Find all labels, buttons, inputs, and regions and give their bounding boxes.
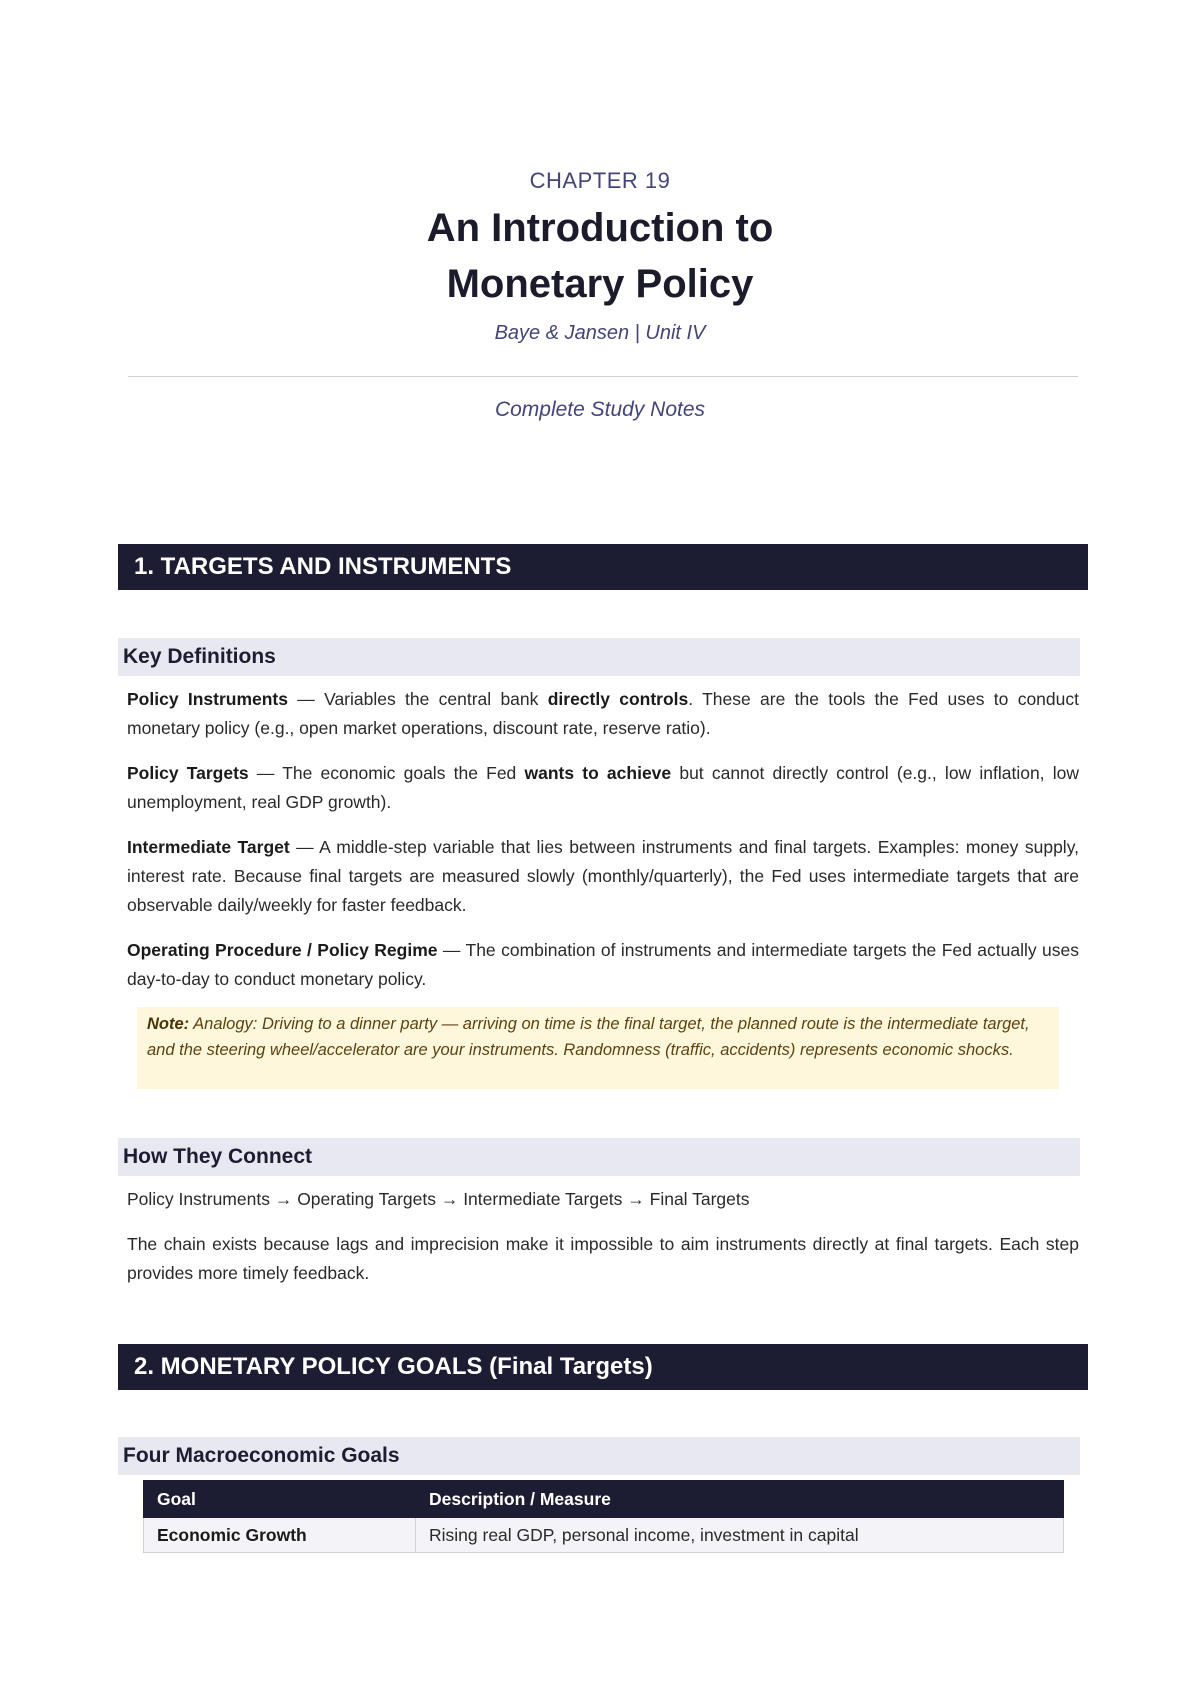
definition-text: . These are the tools the Fed uses to conduct monetary policy (e.g., open market operations, discount rate, reserve ratio). xyxy=(127,689,1079,738)
subtitle: Baye & Jansen | Unit IV xyxy=(494,322,706,344)
definition-text: — The economic goals the Fed xyxy=(248,763,525,783)
title-divider xyxy=(128,376,1078,377)
table-header-row xyxy=(144,1481,1064,1518)
column-header-description: Description / Measure xyxy=(416,1481,1064,1518)
column-header-goal: Goal xyxy=(144,1481,416,1518)
section-2-heading: 2. MONETARY POLICY GOALS (Final Targets) xyxy=(118,1344,1088,1390)
definition-policy-instruments xyxy=(127,685,1079,743)
title-line-2: Monetary Policy xyxy=(446,262,754,306)
how-they-connect-heading: How They Connect xyxy=(118,1138,1080,1176)
section-1-heading: 1. TARGETS AND INSTRUMENTS xyxy=(118,544,1088,590)
definition-intermediate-target xyxy=(127,833,1079,920)
description-cell: Rising real GDP, personal income, investment in capital xyxy=(416,1518,1064,1553)
note-text: Analogy: Driving to a dinner party — arriving on time is the final target, the planned route is the intermediate target, and the steering wheel/accelerator are your instruments. Randomness (traffic, accidents) represents economic shocks. xyxy=(147,1015,1030,1059)
definition-term: Policy Instruments xyxy=(127,689,288,709)
definition-emphasis: wants to achieve xyxy=(524,763,672,783)
chapter-label: CHAPTER 19 xyxy=(529,168,671,193)
connection-chain: Policy Instruments → Operating Targets → Intermediate Targets → Final Targets xyxy=(127,1189,750,1209)
definition-term: Operating Procedure / Policy Regime xyxy=(127,940,438,960)
definition-text: — Variables the central bank xyxy=(288,689,548,709)
note-label: Note: xyxy=(147,1015,190,1033)
definition-emphasis: directly controls xyxy=(547,689,689,709)
definition-operating-procedure xyxy=(127,936,1079,994)
goal-cell: Economic Growth xyxy=(144,1518,416,1553)
definition-term: Policy Targets xyxy=(127,763,249,783)
definition-text: but cannot directly control (e.g., low inflation, low unemployment, real GDP growth). xyxy=(127,763,1079,812)
connection-explanation: The chain exists because lags and imprecision make it impossible to aim instruments directly at final targets. Each step provides more timely feedback. xyxy=(127,1234,1079,1283)
definition-term: Intermediate Target xyxy=(127,837,290,857)
title-line-1: An Introduction to xyxy=(426,206,774,250)
page-title xyxy=(0,200,1200,312)
definition-text: — The combination of instruments and intermediate targets the Fed actually uses day-to-day to conduct monetary policy. xyxy=(127,940,1079,989)
key-definitions-heading: Key Definitions xyxy=(118,638,1080,676)
analogy-note xyxy=(137,1007,1059,1089)
table-row xyxy=(144,1518,1064,1553)
goals-table xyxy=(143,1480,1064,1553)
study-notes-label: Complete Study Notes xyxy=(494,398,706,421)
definition-text: — A middle-step variable that lies between instruments and final targets. Examples: money supply, interest rate. Because final targets are measured slowly (monthly/quarterly), the Fed uses intermediate targets that are observable daily/weekly for faster feedback. xyxy=(127,837,1080,915)
definition-policy-targets xyxy=(127,759,1079,817)
four-goals-heading: Four Macroeconomic Goals xyxy=(118,1437,1080,1475)
